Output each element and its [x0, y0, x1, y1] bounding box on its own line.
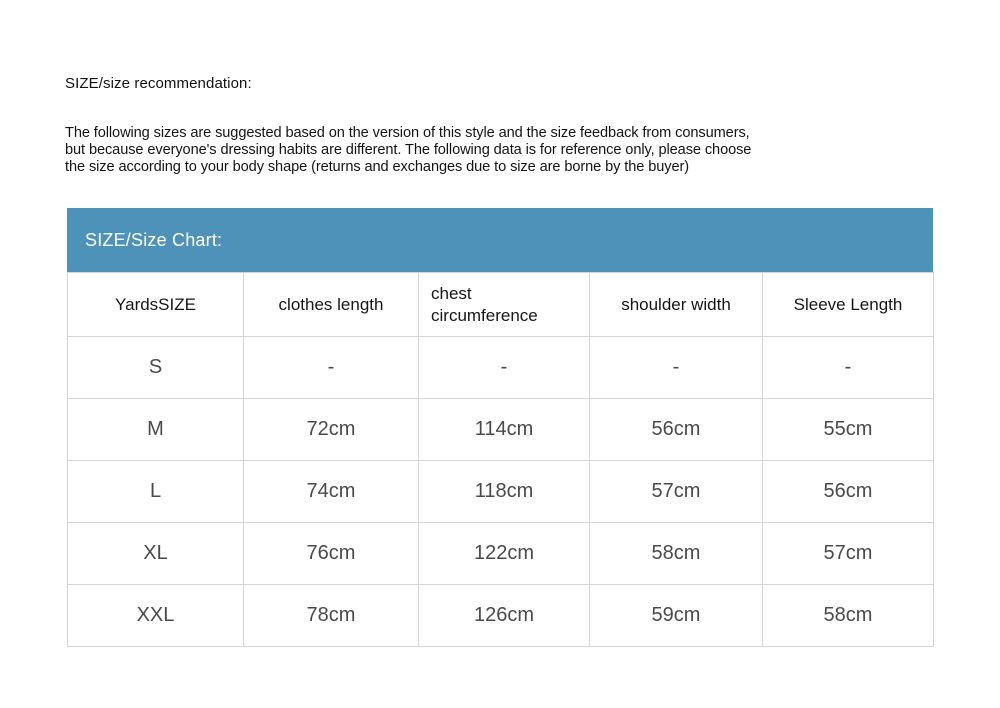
column-header-chest-circumference: chest circumference: [419, 273, 590, 337]
measurement-cell: 56cm: [590, 399, 763, 461]
table-row-m: [68, 399, 934, 461]
measurement-cell: 57cm: [763, 523, 934, 585]
size-table: [67, 272, 934, 647]
column-header-shoulder-width: shoulder width: [590, 273, 763, 337]
size-chart-header: [67, 208, 933, 272]
table-row-xxl: [68, 585, 934, 647]
description-line: but because everyone's dressing habits are different. The following data is for reference only, please choose: [65, 142, 752, 159]
measurement-cell: 78cm: [244, 585, 419, 647]
measurement-cell: 74cm: [244, 461, 419, 523]
measurement-cell: 72cm: [244, 399, 419, 461]
measurement-cell: 122cm: [419, 523, 590, 585]
description-line: the size according to your body shape (returns and exchanges due to size are borne by the buyer): [65, 159, 689, 176]
measurement-cell: 58cm: [763, 585, 934, 647]
measurement-cell: 57cm: [590, 461, 763, 523]
size-cell: M: [68, 399, 244, 461]
size-chart-header-label: SIZE/Size Chart:: [85, 229, 223, 250]
column-header-sleeve-length: Sleeve Length: [763, 273, 934, 337]
table-row-xl: [68, 523, 934, 585]
measurement-cell: 55cm: [763, 399, 934, 461]
measurement-cell: 56cm: [763, 461, 934, 523]
measurement-cell: -: [244, 337, 419, 399]
measurement-cell: -: [763, 337, 934, 399]
table-row-l: [68, 461, 934, 523]
measurement-cell: 58cm: [590, 523, 763, 585]
page-title: SIZE/size recommendation:: [65, 75, 252, 92]
measurement-cell: 126cm: [419, 585, 590, 647]
column-header-size: YardsSIZE: [68, 273, 244, 337]
size-cell: XXL: [68, 585, 244, 647]
size-cell: XL: [68, 523, 244, 585]
measurement-cell: 118cm: [419, 461, 590, 523]
measurement-cell: 114cm: [419, 399, 590, 461]
table-row-s: [68, 337, 934, 399]
measurement-cell: 76cm: [244, 523, 419, 585]
description-line: The following sizes are suggested based on the version of this style and the size feedback from consumers,: [65, 125, 750, 141]
measurement-cell: 59cm: [590, 585, 763, 647]
size-cell: S: [68, 337, 244, 399]
size-cell: L: [68, 461, 244, 523]
measurement-cell: -: [590, 337, 763, 399]
table-header-row: [68, 273, 934, 337]
size-recommendation-text: [65, 125, 937, 177]
size-chart-section: [67, 208, 933, 647]
column-header-clothes-length: clothes length: [244, 273, 419, 337]
measurement-cell: -: [419, 337, 590, 399]
